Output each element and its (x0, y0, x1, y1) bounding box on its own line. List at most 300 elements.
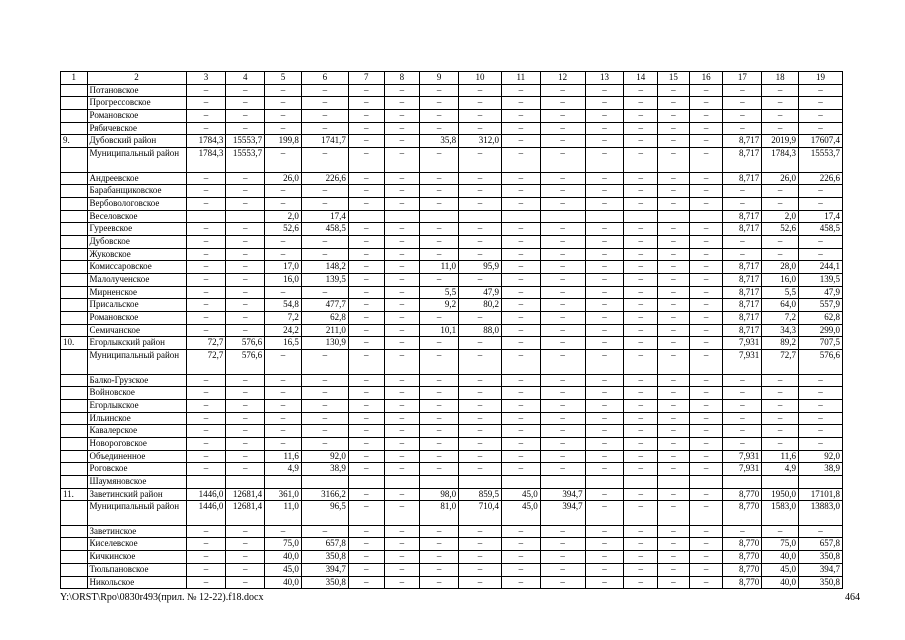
value-cell: – (723, 437, 762, 450)
value-cell: 17607,4 (798, 135, 842, 148)
value-cell: – (459, 97, 502, 110)
value-cell: – (762, 197, 799, 210)
value-cell: 299,0 (798, 324, 842, 337)
value-cell: – (226, 387, 265, 400)
value-cell: – (585, 122, 624, 135)
value-cell: – (186, 261, 226, 274)
value-cell: – (585, 374, 624, 387)
value-cell: – (265, 248, 302, 261)
name-cell: Егорлыкское (87, 399, 186, 412)
value-cell: 199,8 (265, 135, 302, 148)
value-cell: – (186, 538, 226, 551)
table-row (61, 563, 843, 576)
value-cell: – (226, 84, 265, 97)
value-cell: – (226, 525, 265, 538)
value-cell: – (658, 122, 690, 135)
value-cell: – (301, 110, 348, 123)
value-cell: 96,5 (301, 501, 348, 525)
value-cell: – (658, 425, 690, 438)
value-cell: 11,6 (265, 450, 302, 463)
value-cell: – (226, 261, 265, 274)
value-cell (420, 210, 459, 223)
value-cell: – (226, 374, 265, 387)
row-number-cell (61, 476, 88, 489)
value-cell: – (459, 223, 502, 236)
value-cell: – (540, 299, 585, 312)
value-cell: – (585, 135, 624, 148)
value-cell: – (658, 235, 690, 248)
value-cell: 28,0 (762, 261, 799, 274)
value-cell: – (265, 97, 302, 110)
value-cell: – (501, 122, 540, 135)
value-cell: – (723, 97, 762, 110)
value-cell: 15553,7 (798, 148, 842, 172)
value-cell: – (723, 197, 762, 210)
row-number-cell: 10. (61, 337, 88, 350)
value-cell: – (585, 248, 624, 261)
value-cell: – (762, 525, 799, 538)
name-cell: Балко-Грузское (87, 374, 186, 387)
header-cell: 5 (265, 72, 302, 85)
value-cell: – (348, 576, 384, 589)
name-cell: Кичкинское (87, 551, 186, 564)
value-cell: – (540, 312, 585, 325)
table-row (61, 387, 843, 400)
value-cell: 81,0 (420, 501, 459, 525)
value-cell: – (540, 122, 585, 135)
value-cell: – (186, 122, 226, 135)
value-cell: – (540, 463, 585, 476)
value-cell: – (540, 450, 585, 463)
table-row (61, 463, 843, 476)
header-cell: 18 (762, 72, 799, 85)
value-cell: – (585, 110, 624, 123)
document-path: Y:\ORST\Rpo\0830r493(прил. № 12-22).f18.docx (60, 592, 264, 603)
value-cell: – (624, 488, 658, 501)
value-cell: – (540, 235, 585, 248)
value-cell: – (226, 563, 265, 576)
value-cell: – (658, 185, 690, 198)
value-cell: – (624, 463, 658, 476)
value-cell: – (501, 172, 540, 185)
value-cell: – (384, 551, 420, 564)
value-cell: – (798, 412, 842, 425)
name-cell: Рябичевское (87, 122, 186, 135)
value-cell: – (501, 576, 540, 589)
value-cell: – (501, 374, 540, 387)
value-cell: – (723, 374, 762, 387)
name-cell: Ильинское (87, 412, 186, 425)
value-cell: – (658, 261, 690, 274)
table-row (61, 425, 843, 438)
value-cell: – (658, 248, 690, 261)
value-cell: – (585, 286, 624, 299)
value-cell: – (384, 387, 420, 400)
value-cell: – (384, 463, 420, 476)
row-number-cell (61, 350, 88, 374)
value-cell: – (585, 172, 624, 185)
table-row (61, 97, 843, 110)
value-cell: 80,2 (459, 299, 502, 312)
row-number-cell (61, 299, 88, 312)
value-cell: – (348, 488, 384, 501)
value-cell: – (501, 425, 540, 438)
name-cell: Новороговское (87, 437, 186, 450)
value-cell: – (585, 312, 624, 325)
value-cell: – (624, 248, 658, 261)
value-cell: 458,5 (301, 223, 348, 236)
value-cell (501, 476, 540, 489)
value-cell: 576,6 (226, 350, 265, 374)
value-cell: – (459, 110, 502, 123)
value-cell: – (420, 425, 459, 438)
header-cell: 12 (540, 72, 585, 85)
value-cell: 8,717 (723, 210, 762, 223)
value-cell: 72,7 (186, 350, 226, 374)
value-cell (348, 210, 384, 223)
value-cell: – (658, 551, 690, 564)
value-cell: – (658, 450, 690, 463)
value-cell: – (689, 286, 723, 299)
name-cell: Потановское (87, 84, 186, 97)
value-cell: – (384, 135, 420, 148)
value-cell: – (420, 374, 459, 387)
value-cell: – (762, 412, 799, 425)
value-cell: – (420, 337, 459, 350)
value-cell: – (265, 84, 302, 97)
table-row (61, 538, 843, 551)
name-cell: Киселевское (87, 538, 186, 551)
name-cell: Муниципальный район (87, 148, 186, 172)
value-cell: – (226, 450, 265, 463)
header-cell: 19 (798, 72, 842, 85)
value-cell: – (585, 261, 624, 274)
value-cell: 859,5 (459, 488, 502, 501)
value-cell: – (265, 374, 302, 387)
value-cell: – (265, 148, 302, 172)
value-cell: – (459, 563, 502, 576)
data-table (60, 71, 843, 589)
value-cell: – (585, 563, 624, 576)
value-cell: 350,8 (301, 576, 348, 589)
value-cell: – (540, 551, 585, 564)
value-cell: – (420, 172, 459, 185)
name-cell: Войновское (87, 387, 186, 400)
value-cell: – (301, 122, 348, 135)
value-cell: – (658, 437, 690, 450)
value-cell: 17,4 (301, 210, 348, 223)
row-number-cell (61, 551, 88, 564)
value-cell: – (348, 350, 384, 374)
value-cell: – (186, 110, 226, 123)
value-cell: – (798, 425, 842, 438)
value-cell: – (265, 185, 302, 198)
name-cell: Семичанское (87, 324, 186, 337)
value-cell: – (762, 185, 799, 198)
value-cell: 226,6 (301, 172, 348, 185)
value-cell: – (348, 97, 384, 110)
value-cell: – (384, 576, 420, 589)
value-cell: – (384, 248, 420, 261)
value-cell: – (265, 437, 302, 450)
table-row (61, 84, 843, 97)
value-cell: – (658, 110, 690, 123)
value-cell: – (540, 172, 585, 185)
value-cell: – (459, 437, 502, 450)
value-cell: 95,9 (459, 261, 502, 274)
value-cell: – (420, 350, 459, 374)
value-cell: 2,0 (265, 210, 302, 223)
value-cell: – (384, 399, 420, 412)
value-cell: – (301, 425, 348, 438)
value-cell: – (226, 399, 265, 412)
value-cell: – (798, 122, 842, 135)
value-cell: – (658, 350, 690, 374)
value-cell: – (798, 97, 842, 110)
value-cell: 12681,4 (226, 488, 265, 501)
value-cell: – (301, 350, 348, 374)
value-cell (658, 476, 690, 489)
table-row (61, 525, 843, 538)
value-cell: – (658, 337, 690, 350)
value-cell: – (459, 185, 502, 198)
value-cell: 89,2 (762, 337, 799, 350)
value-cell: – (689, 488, 723, 501)
value-cell: – (420, 412, 459, 425)
name-cell: Веселовское (87, 210, 186, 223)
value-cell: – (585, 84, 624, 97)
value-cell: – (348, 425, 384, 438)
value-cell: – (624, 197, 658, 210)
value-cell: 7,931 (723, 337, 762, 350)
row-number-cell (61, 84, 88, 97)
value-cell: – (624, 337, 658, 350)
row-number-cell (61, 274, 88, 287)
value-cell: 45,0 (501, 501, 540, 525)
value-cell: – (420, 387, 459, 400)
value-cell: – (226, 299, 265, 312)
value-cell: – (689, 235, 723, 248)
value-cell: – (348, 337, 384, 350)
value-cell: – (384, 235, 420, 248)
value-cell: 16,5 (265, 337, 302, 350)
value-cell: 47,9 (459, 286, 502, 299)
value-cell: – (540, 324, 585, 337)
table-row (61, 450, 843, 463)
name-cell: Присальское (87, 299, 186, 312)
table-row (61, 501, 843, 525)
value-cell: – (226, 97, 265, 110)
value-cell: – (689, 97, 723, 110)
value-cell: – (624, 261, 658, 274)
value-cell: 458,5 (798, 223, 842, 236)
value-cell: – (658, 299, 690, 312)
value-cell: 38,9 (301, 463, 348, 476)
value-cell (301, 476, 348, 489)
value-cell: – (798, 437, 842, 450)
value-cell: – (226, 538, 265, 551)
value-cell: – (585, 525, 624, 538)
value-cell: – (689, 551, 723, 564)
value-cell: – (384, 197, 420, 210)
value-cell: – (384, 312, 420, 325)
value-cell: – (301, 97, 348, 110)
value-cell: – (689, 135, 723, 148)
value-cell: – (585, 350, 624, 374)
value-cell: 45,0 (762, 563, 799, 576)
value-cell: – (226, 274, 265, 287)
value-cell: – (658, 197, 690, 210)
value-cell: – (624, 387, 658, 400)
value-cell: – (301, 387, 348, 400)
value-cell: – (265, 286, 302, 299)
value-cell: 92,0 (798, 450, 842, 463)
value-cell: 8,770 (723, 488, 762, 501)
value-cell: – (420, 223, 459, 236)
value-cell: – (226, 122, 265, 135)
table-row (61, 148, 843, 172)
value-cell: – (459, 84, 502, 97)
value-cell: – (226, 437, 265, 450)
value-cell (585, 476, 624, 489)
header-cell: 4 (226, 72, 265, 85)
value-cell: 350,8 (798, 576, 842, 589)
value-cell: – (186, 463, 226, 476)
value-cell: 75,0 (265, 538, 302, 551)
value-cell: – (301, 525, 348, 538)
value-cell: – (585, 324, 624, 337)
value-cell: – (624, 450, 658, 463)
value-cell: – (658, 274, 690, 287)
value-cell: 710,4 (459, 501, 502, 525)
value-cell: – (658, 374, 690, 387)
value-cell: – (420, 148, 459, 172)
value-cell: – (658, 525, 690, 538)
value-cell: 26,0 (762, 172, 799, 185)
value-cell: – (420, 463, 459, 476)
row-number-cell (61, 463, 88, 476)
value-cell: – (585, 148, 624, 172)
value-cell: – (186, 399, 226, 412)
value-cell: – (624, 274, 658, 287)
value-cell: – (384, 525, 420, 538)
value-cell: – (186, 312, 226, 325)
row-number-cell (61, 538, 88, 551)
value-cell: 3166,2 (301, 488, 348, 501)
row-number-cell: 9. (61, 135, 88, 148)
name-cell: Муниципальный район (87, 350, 186, 374)
value-cell: 92,0 (301, 450, 348, 463)
table-row (61, 476, 843, 489)
value-cell: – (798, 185, 842, 198)
value-cell: – (501, 337, 540, 350)
value-cell: 394,7 (540, 501, 585, 525)
value-cell: 8,770 (723, 563, 762, 576)
value-cell: 1784,3 (186, 135, 226, 148)
value-cell: – (624, 122, 658, 135)
value-cell: – (348, 463, 384, 476)
value-cell: – (384, 97, 420, 110)
name-cell: Гуреевское (87, 223, 186, 236)
value-cell: – (348, 197, 384, 210)
header-cell: 15 (658, 72, 690, 85)
value-cell: – (265, 387, 302, 400)
value-cell: – (459, 450, 502, 463)
value-cell: – (658, 324, 690, 337)
value-cell: – (689, 110, 723, 123)
value-cell: 576,6 (798, 350, 842, 374)
value-cell: 1446,0 (186, 501, 226, 525)
value-cell: – (585, 387, 624, 400)
table-row (61, 374, 843, 387)
value-cell: – (624, 374, 658, 387)
value-cell: – (265, 412, 302, 425)
value-cell: – (348, 286, 384, 299)
value-cell: – (420, 235, 459, 248)
value-cell: – (585, 337, 624, 350)
value-cell: – (689, 576, 723, 589)
value-cell: 40,0 (762, 551, 799, 564)
header-cell: 16 (689, 72, 723, 85)
value-cell: 75,0 (762, 538, 799, 551)
value-cell: 1446,0 (186, 488, 226, 501)
value-cell: – (384, 84, 420, 97)
value-cell: – (420, 312, 459, 325)
value-cell: – (624, 172, 658, 185)
value-cell: – (186, 286, 226, 299)
value-cell: – (186, 97, 226, 110)
value-cell: – (624, 235, 658, 248)
value-cell: – (689, 261, 723, 274)
value-cell: – (798, 525, 842, 538)
value-cell: – (348, 551, 384, 564)
value-cell: – (301, 374, 348, 387)
value-cell: 7,2 (762, 312, 799, 325)
value-cell: – (265, 525, 302, 538)
row-number-cell (61, 148, 88, 172)
value-cell: 130,9 (301, 337, 348, 350)
value-cell: 88,0 (459, 324, 502, 337)
value-cell: 244,1 (798, 261, 842, 274)
value-cell: – (459, 387, 502, 400)
value-cell: – (226, 551, 265, 564)
value-cell: – (723, 122, 762, 135)
value-cell: 8,770 (723, 551, 762, 564)
value-cell: 8,770 (723, 501, 762, 525)
table-row (61, 185, 843, 198)
value-cell: – (459, 576, 502, 589)
name-cell: Вербовологовское (87, 197, 186, 210)
value-cell: – (540, 248, 585, 261)
value-cell: – (186, 437, 226, 450)
value-cell: – (384, 261, 420, 274)
value-cell: 8,717 (723, 274, 762, 287)
value-cell: – (624, 223, 658, 236)
value-cell: – (689, 122, 723, 135)
value-cell: – (658, 286, 690, 299)
value-cell: – (540, 576, 585, 589)
value-cell: – (459, 148, 502, 172)
value-cell: 8,717 (723, 135, 762, 148)
value-cell: – (301, 248, 348, 261)
value-cell: – (501, 563, 540, 576)
header-cell: 1 (61, 72, 88, 85)
value-cell: – (501, 248, 540, 261)
value-cell: 1784,3 (762, 148, 799, 172)
value-cell: – (689, 538, 723, 551)
table-row (61, 488, 843, 501)
value-cell: – (501, 450, 540, 463)
